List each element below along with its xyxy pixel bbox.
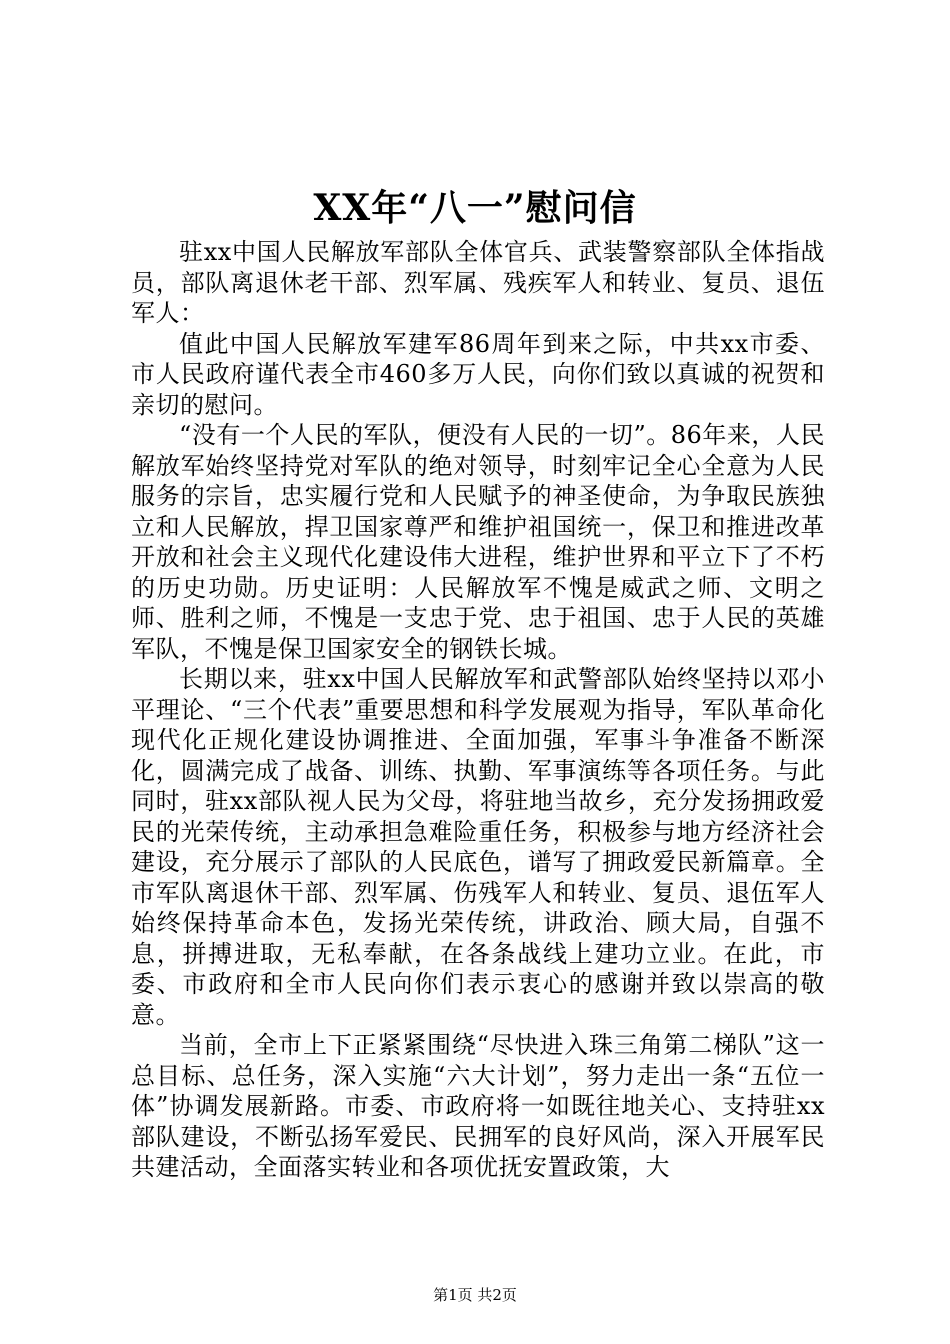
paragraph-history: “没有一个人民的军队，便没有人民的一切”。86年来，人民解放军始终坚持党对军队的绝对领导，时刻牢记全心全意为人民服务的宗旨，忠实履行党和人民赋予的神圣使命，为争取民族独立和人民解放，捍卫国家尊严和维护祖国统一，保卫和推进改革开放和社会主义现代化建设伟大进程，维护世界和平立下了不朽的历史功勋。历史证明：人民解放军不愧是威武之师、文明之师、胜利之师，不愧是一支忠于党、忠于祖国、忠于人民的英雄军队，不愧是保卫国家安全的钢铁长城。 — [131, 421, 825, 663]
letter-body — [131, 237, 825, 1183]
paragraph-achievements: 长期以来，驻xx中国人民解放军和武警部队始终坚持以邓小平理论、“三个代表”重要思想和科学发展观为指导，军队革命化现代化正规化建设协调推进、全面加强，军事斗争准备不断深化，圆满完成了战备、训练、执勤、军事演练等各项任务。与此同时，驻xx部队视人民为父母，将驻地当故乡，充分发扬拥政爱民的光荣传统，主动承担急难险重任务，积极参与地方经济社会建设，充分展示了部队的人民底色，谱写了拥政爱民新篇章。全市军队离退休干部、烈军属、伤残军人和转业、复员、退伍军人始终保持革命本色，发扬光荣传统，讲政治、顾大局，自强不息，拼搏进取，无私奉献，在各条战线上建功立业。在此，市委、市政府和全市人民向你们表示衷心的感谢并致以崇高的敬意。 — [131, 665, 825, 1029]
document-title: XX年“八一”慰问信 — [313, 187, 637, 229]
paragraph-greeting: 值此中国人民解放军建军86周年到来之际，中共xx市委、市人民政府谨代表全市460多万人民，向你们致以真诚的祝贺和亲切的慰问。 — [131, 329, 825, 419]
paragraph-salutation: 驻xx中国人民解放军部队全体官兵、武装警察部队全体指战员，部队离退休老干部、烈军属、残疾军人和转业、复员、退伍军人： — [131, 238, 825, 327]
paragraph-current-goals: 当前，全市上下正紧紧围绕“尽快进入珠三角第二梯队”这一总目标、总任务，深入实施“六大计划”，努力走出一条“五位一体”协调发展新路。市委、市政府将一如既往地关心、支持驻xx部队建设，不断弘扬军爱民、民拥军的良好风尚，深入开展军民共建活动，全面落实转业和各项优抚安置政策，大 — [131, 1031, 825, 1181]
page-number-footer: 第1页 共2页 — [433, 1286, 517, 1304]
